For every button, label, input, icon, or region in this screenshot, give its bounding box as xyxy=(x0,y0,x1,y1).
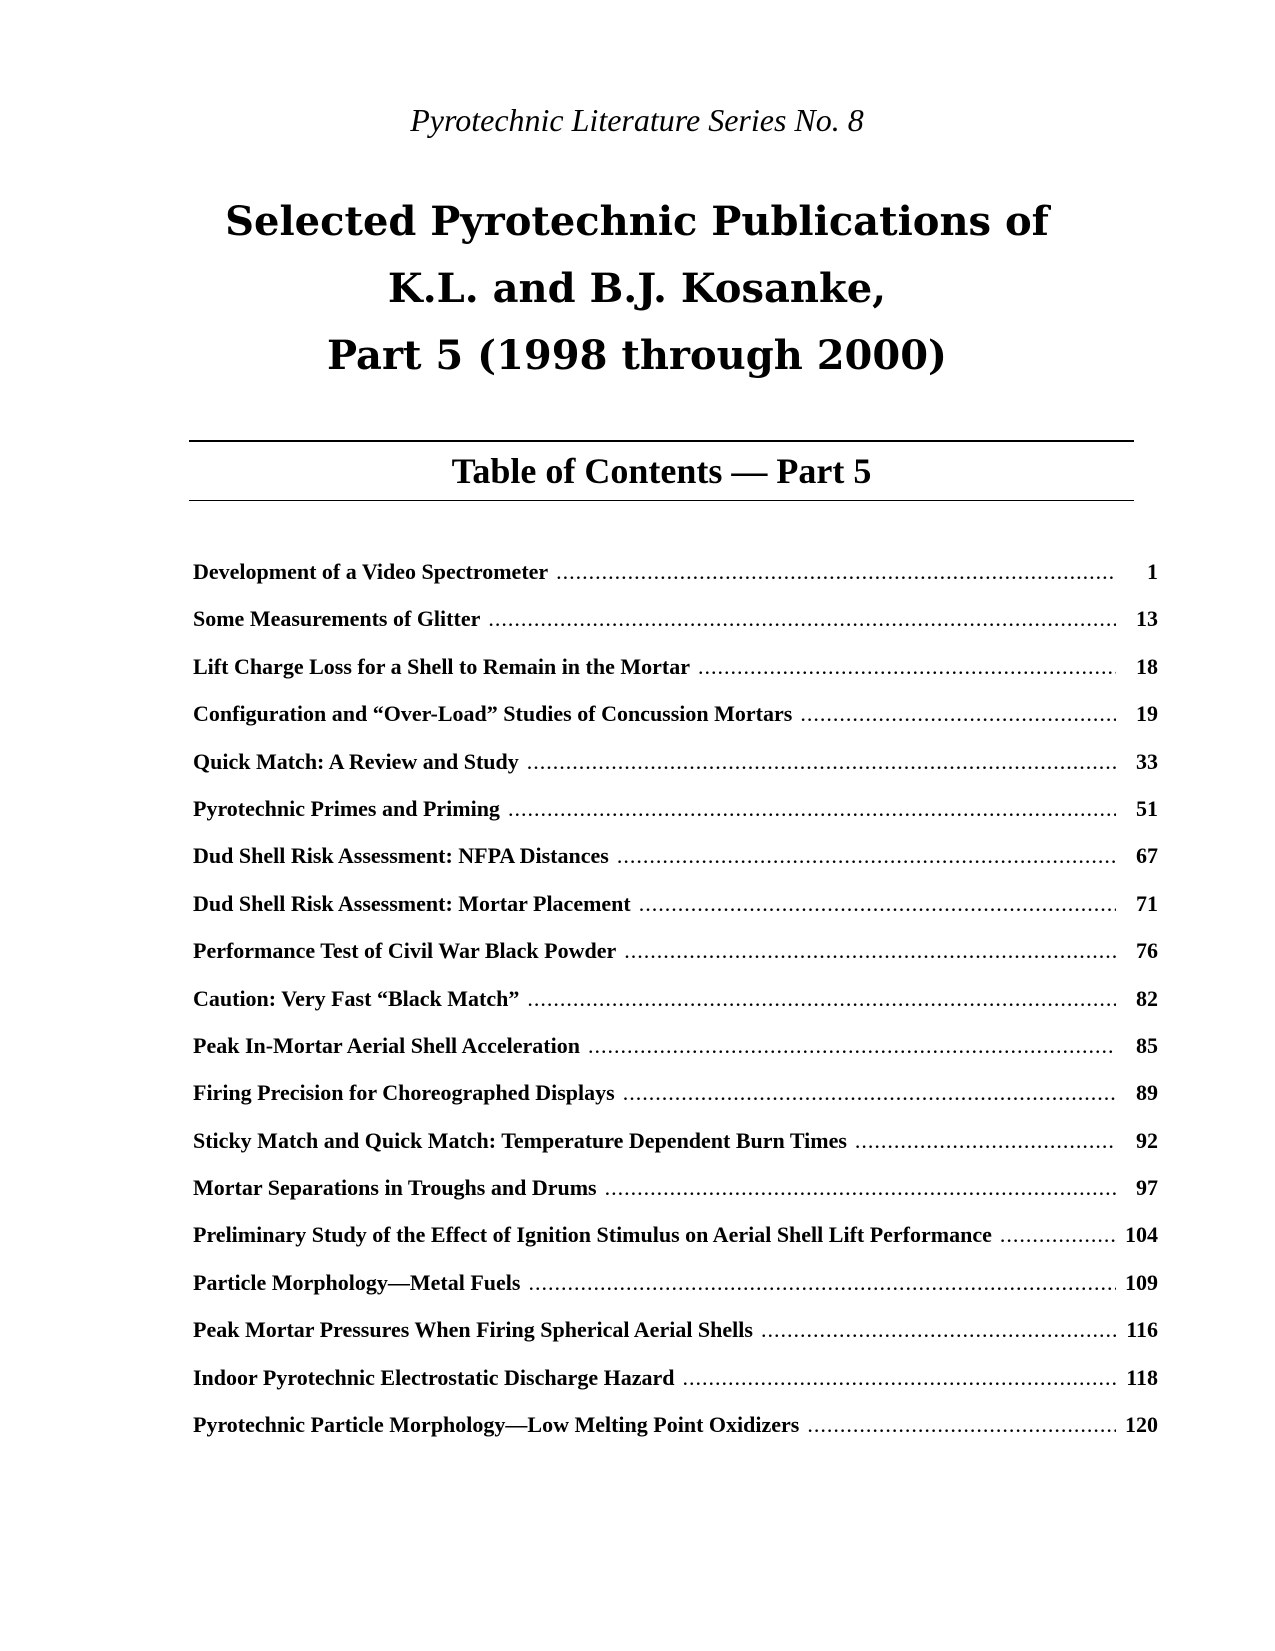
toc-leader xyxy=(855,1126,1116,1156)
toc-entry-title: Particle Morphology—Metal Fuels xyxy=(193,1269,521,1295)
toc-entry-page: 76 xyxy=(1136,938,1158,964)
toc-entry-title: Mortar Separations in Troughs and Drums xyxy=(193,1175,597,1201)
toc-entry xyxy=(193,889,1158,936)
toc-entry xyxy=(193,652,1158,699)
series-line: Pyrotechnic Literature Series No. 8 xyxy=(410,102,864,138)
toc-entry-page: 18 xyxy=(1136,653,1158,679)
toc-entry-page: 71 xyxy=(1136,890,1158,916)
toc-entry xyxy=(193,1268,1158,1315)
toc-leader xyxy=(682,1363,1116,1393)
toc-entry xyxy=(193,1315,1158,1362)
toc-entry xyxy=(193,1126,1158,1173)
top-divider xyxy=(189,440,1134,442)
toc-entry-title: Caution: Very Fast “Black Match” xyxy=(193,985,520,1011)
toc-entry xyxy=(193,557,1158,604)
toc-leader xyxy=(588,1031,1116,1061)
toc-entry-title: Peak Mortar Pressures When Firing Spherical Aerial Shells xyxy=(193,1317,753,1343)
toc-entry-title: Firing Precision for Choreographed Displays xyxy=(193,1080,615,1106)
toc-entry xyxy=(193,794,1158,841)
toc-leader xyxy=(617,841,1116,871)
toc-entry-page: 82 xyxy=(1136,985,1158,1011)
toc-entry xyxy=(193,936,1158,983)
toc-leader xyxy=(528,1268,1116,1298)
toc-entry-page: 120 xyxy=(1125,1412,1158,1438)
toc-entry xyxy=(193,984,1158,1031)
toc-entry xyxy=(193,604,1158,651)
toc-entry xyxy=(193,1078,1158,1125)
toc-entry xyxy=(193,1173,1158,1220)
toc-entry-title: Preliminary Study of the Effect of Ignition Stimulus on Aerial Shell Lift Performance xyxy=(193,1222,992,1248)
document-title xyxy=(0,188,1275,389)
toc-leader xyxy=(605,1173,1116,1203)
table-of-contents xyxy=(193,557,1158,1457)
toc-entry-title: Indoor Pyrotechnic Electrostatic Discharge Hazard xyxy=(193,1364,675,1390)
toc-entry xyxy=(193,1031,1158,1078)
toc-entry-title: Sticky Match and Quick Match: Temperature Dependent Burn Times xyxy=(193,1127,847,1153)
toc-entry xyxy=(193,841,1158,888)
toc-entry-page: 13 xyxy=(1136,606,1158,632)
toc-entry-page: 97 xyxy=(1136,1175,1158,1201)
toc-leader xyxy=(624,936,1116,966)
toc-leader xyxy=(527,984,1116,1014)
toc-entry-page: 92 xyxy=(1136,1127,1158,1153)
title-line-2: K.L. and B.J. Kosanke, xyxy=(387,265,887,312)
toc-entry-page: 85 xyxy=(1136,1032,1158,1058)
toc-entry-page: 116 xyxy=(1126,1317,1158,1343)
toc-heading: Table of Contents — Part 5 xyxy=(451,451,872,491)
toc-entry-title: Some Measurements of Glitter xyxy=(193,606,481,632)
toc-entry-page: 33 xyxy=(1136,748,1158,774)
toc-entry-title: Quick Match: A Review and Study xyxy=(193,748,519,774)
toc-entry-title: Development of a Video Spectrometer xyxy=(193,559,549,584)
title-line-3: Part 5 (1998 through 2000) xyxy=(327,332,947,379)
toc-leader xyxy=(488,604,1116,634)
toc-leader xyxy=(527,747,1116,777)
toc-entry-title: Dud Shell Risk Assessment: Mortar Placement xyxy=(193,890,631,916)
toc-leader xyxy=(639,889,1116,919)
bottom-divider xyxy=(189,500,1134,501)
toc-entry-page: 104 xyxy=(1125,1222,1158,1248)
toc-entry xyxy=(193,1363,1158,1410)
toc-entry-page: 118 xyxy=(1126,1364,1158,1390)
toc-leader xyxy=(698,652,1116,682)
toc-leader xyxy=(508,794,1116,824)
toc-leader xyxy=(807,1410,1116,1440)
toc-leader xyxy=(1000,1220,1116,1250)
toc-entry-title: Peak In-Mortar Aerial Shell Acceleration xyxy=(193,1032,580,1058)
toc-entry-title: Performance Test of Civil War Black Powder xyxy=(193,938,617,964)
toc-entry xyxy=(193,1220,1158,1267)
toc-leader xyxy=(800,699,1116,729)
toc-entry-title: Configuration and “Over-Load” Studies of Concussion Mortars xyxy=(193,701,793,727)
toc-entry-page: 89 xyxy=(1136,1080,1158,1106)
toc-entry xyxy=(193,699,1158,746)
toc-entry-page: 51 xyxy=(1136,795,1158,821)
toc-leader xyxy=(761,1315,1116,1345)
toc-entry-title: Pyrotechnic Primes and Priming xyxy=(193,795,500,821)
toc-entry-page: 67 xyxy=(1136,843,1158,869)
toc-entry-title: Lift Charge Loss for a Shell to Remain in the Mortar xyxy=(193,653,690,679)
toc-entry-page: 19 xyxy=(1136,701,1158,727)
toc-entry-page: 109 xyxy=(1125,1269,1158,1295)
toc-leader xyxy=(623,1078,1116,1108)
toc-entry xyxy=(193,747,1158,794)
title-line-1: Selected Pyrotechnic Publications of xyxy=(225,198,1049,245)
toc-entry-title: Dud Shell Risk Assessment: NFPA Distances xyxy=(193,843,609,869)
toc-leader xyxy=(556,557,1116,587)
toc-entry-page: 1 xyxy=(1147,559,1158,584)
toc-entry-title: Pyrotechnic Particle Morphology—Low Melting Point Oxidizers xyxy=(193,1412,800,1438)
toc-entry xyxy=(193,1410,1158,1457)
